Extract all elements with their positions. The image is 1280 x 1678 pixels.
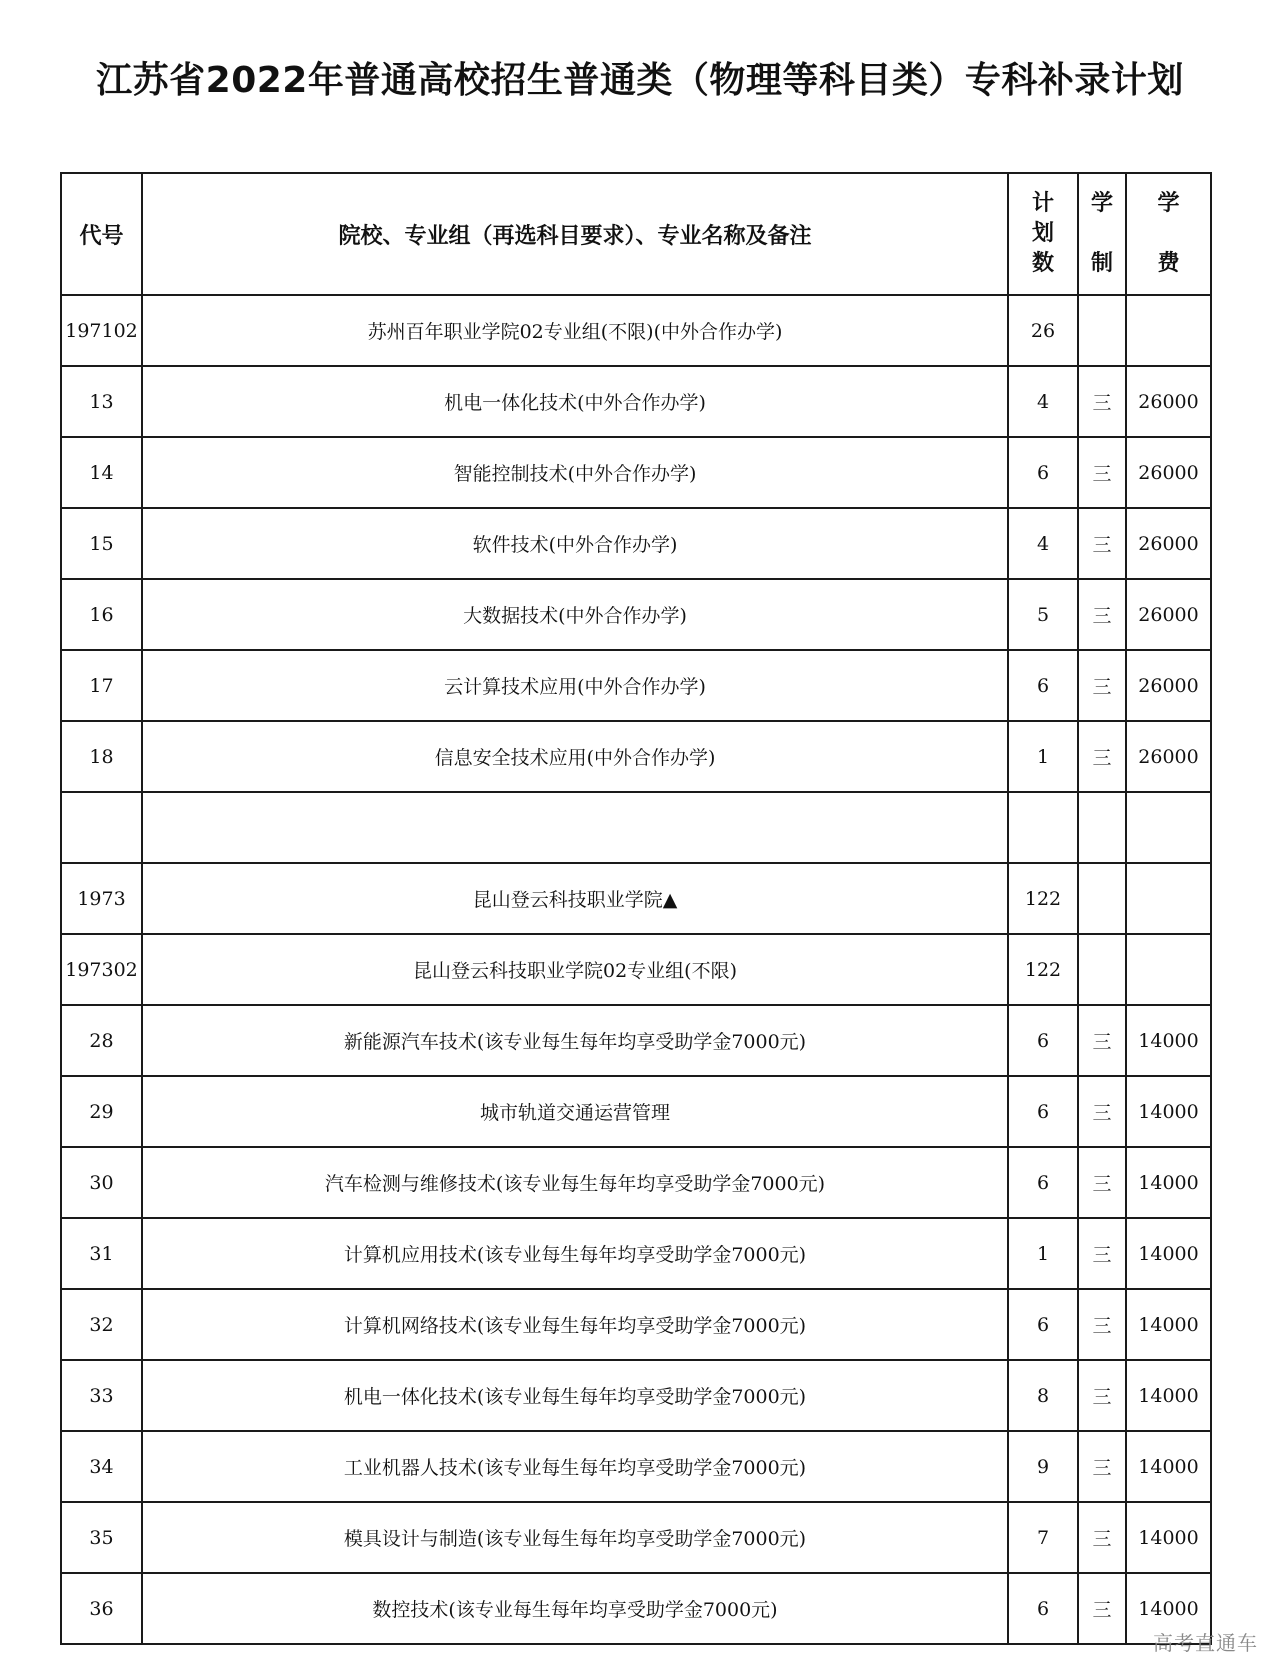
cell-fee: 26000 <box>1126 437 1211 508</box>
header-name: 院校、专业组（再选科目要求）、专业名称及备注 <box>142 173 1008 295</box>
cell-code: 31 <box>61 1218 142 1289</box>
table-row <box>61 1431 1211 1502</box>
table-row <box>61 650 1211 721</box>
table-header <box>61 173 1211 295</box>
cell-name: 信息安全技术应用(中外合作办学) <box>142 721 1008 792</box>
table-row <box>61 508 1211 579</box>
cell-years <box>1078 792 1126 863</box>
table-row <box>61 295 1211 366</box>
cell-plan: 6 <box>1008 650 1078 721</box>
cell-fee: 14000 <box>1126 1360 1211 1431</box>
table-row <box>61 1005 1211 1076</box>
page-title: 江苏省2022年普通高校招生普通类（物理等科目类）专科补录计划 <box>96 60 1184 101</box>
cell-fee: 26000 <box>1126 650 1211 721</box>
cell-code: 13 <box>61 366 142 437</box>
cell-years: 三 <box>1078 579 1126 650</box>
table-row <box>61 1076 1211 1147</box>
cell-name: 新能源汽车技术(该专业每生每年均享受助学金7000元) <box>142 1005 1008 1076</box>
cell-name <box>142 792 1008 863</box>
cell-fee: 14000 <box>1126 1431 1211 1502</box>
cell-years: 三 <box>1078 1502 1126 1573</box>
cell-plan: 122 <box>1008 863 1078 934</box>
cell-code <box>61 792 142 863</box>
cell-years: 三 <box>1078 1076 1126 1147</box>
cell-name: 模具设计与制造(该专业每生每年均享受助学金7000元) <box>142 1502 1008 1573</box>
cell-years: 三 <box>1078 1218 1126 1289</box>
cell-years <box>1078 934 1126 1005</box>
table-row <box>61 1502 1211 1573</box>
cell-code: 29 <box>61 1076 142 1147</box>
cell-years <box>1078 295 1126 366</box>
table-body <box>61 295 1211 1644</box>
cell-fee: 14000 <box>1126 1005 1211 1076</box>
cell-plan: 26 <box>1008 295 1078 366</box>
cell-plan: 7 <box>1008 1502 1078 1573</box>
cell-fee: 14000 <box>1126 1573 1211 1644</box>
cell-fee <box>1126 295 1211 366</box>
header-plan <box>1008 173 1078 295</box>
cell-plan <box>1008 792 1078 863</box>
cell-name: 苏州百年职业学院02专业组(不限)(中外合作办学) <box>142 295 1008 366</box>
cell-code: 36 <box>61 1573 142 1644</box>
cell-code: 197302 <box>61 934 142 1005</box>
watermark: 高考直通车 <box>1153 1631 1258 1655</box>
cell-fee <box>1126 792 1211 863</box>
cell-name: 计算机应用技术(该专业每生每年均享受助学金7000元) <box>142 1218 1008 1289</box>
cell-years: 三 <box>1078 1005 1126 1076</box>
cell-plan: 1 <box>1008 721 1078 792</box>
cell-code: 15 <box>61 508 142 579</box>
cell-fee: 14000 <box>1126 1218 1211 1289</box>
cell-name: 城市轨道交通运营管理 <box>142 1076 1008 1147</box>
cell-fee: 14000 <box>1126 1076 1211 1147</box>
table-row <box>61 721 1211 792</box>
cell-name: 汽车检测与维修技术(该专业每生每年均享受助学金7000元) <box>142 1147 1008 1218</box>
cell-code: 28 <box>61 1005 142 1076</box>
header-code: 代号 <box>61 173 142 295</box>
cell-plan: 6 <box>1008 1289 1078 1360</box>
table-row <box>61 863 1211 934</box>
cell-name: 昆山登云科技职业学院02专业组(不限) <box>142 934 1008 1005</box>
cell-code: 30 <box>61 1147 142 1218</box>
cell-code: 33 <box>61 1360 142 1431</box>
header-fee-label: 学费 <box>1157 191 1180 276</box>
cell-years: 三 <box>1078 1573 1126 1644</box>
cell-plan: 4 <box>1008 508 1078 579</box>
cell-name: 昆山登云科技职业学院▲ <box>142 863 1008 934</box>
cell-code: 17 <box>61 650 142 721</box>
cell-code: 16 <box>61 579 142 650</box>
cell-plan: 4 <box>1008 366 1078 437</box>
table-row <box>61 792 1211 863</box>
header-years <box>1078 173 1126 295</box>
table-row <box>61 934 1211 1005</box>
cell-code: 35 <box>61 1502 142 1573</box>
cell-plan: 5 <box>1008 579 1078 650</box>
cell-plan: 9 <box>1008 1431 1078 1502</box>
cell-years: 三 <box>1078 366 1126 437</box>
cell-fee: 14000 <box>1126 1147 1211 1218</box>
cell-years: 三 <box>1078 721 1126 792</box>
table-row <box>61 1289 1211 1360</box>
cell-plan: 122 <box>1008 934 1078 1005</box>
cell-years: 三 <box>1078 437 1126 508</box>
header-fee <box>1126 173 1211 295</box>
table-row <box>61 1573 1211 1644</box>
table-row <box>61 1147 1211 1218</box>
header-row <box>61 173 1211 295</box>
cell-plan: 8 <box>1008 1360 1078 1431</box>
cell-fee: 26000 <box>1126 579 1211 650</box>
cell-name: 机电一体化技术(该专业每生每年均享受助学金7000元) <box>142 1360 1008 1431</box>
cell-years <box>1078 863 1126 934</box>
cell-fee: 14000 <box>1126 1502 1211 1573</box>
cell-fee: 26000 <box>1126 508 1211 579</box>
cell-name: 机电一体化技术(中外合作办学) <box>142 366 1008 437</box>
cell-years: 三 <box>1078 1360 1126 1431</box>
table-row <box>61 1218 1211 1289</box>
cell-code: 14 <box>61 437 142 508</box>
cell-plan: 1 <box>1008 1218 1078 1289</box>
cell-code: 1973 <box>61 863 142 934</box>
table-row <box>61 366 1211 437</box>
cell-fee: 14000 <box>1126 1289 1211 1360</box>
cell-code: 34 <box>61 1431 142 1502</box>
cell-years: 三 <box>1078 650 1126 721</box>
cell-code: 18 <box>61 721 142 792</box>
cell-plan: 6 <box>1008 1005 1078 1076</box>
cell-name: 智能控制技术(中外合作办学) <box>142 437 1008 508</box>
cell-plan: 6 <box>1008 437 1078 508</box>
cell-name: 云计算技术应用(中外合作办学) <box>142 650 1008 721</box>
cell-name: 大数据技术(中外合作办学) <box>142 579 1008 650</box>
cell-name: 软件技术(中外合作办学) <box>142 508 1008 579</box>
cell-fee <box>1126 863 1211 934</box>
cell-fee: 26000 <box>1126 366 1211 437</box>
admission-plan-table <box>60 172 1212 1645</box>
cell-code: 197102 <box>61 295 142 366</box>
cell-years: 三 <box>1078 1147 1126 1218</box>
table-row <box>61 437 1211 508</box>
table-row <box>61 1360 1211 1431</box>
cell-code: 32 <box>61 1289 142 1360</box>
cell-years: 三 <box>1078 508 1126 579</box>
table-row <box>61 579 1211 650</box>
header-years-label: 学制 <box>1090 191 1113 276</box>
cell-fee: 26000 <box>1126 721 1211 792</box>
cell-plan: 6 <box>1008 1076 1078 1147</box>
cell-plan: 6 <box>1008 1147 1078 1218</box>
header-plan-label: 计划数 <box>1031 191 1054 276</box>
cell-years: 三 <box>1078 1431 1126 1502</box>
cell-years: 三 <box>1078 1289 1126 1360</box>
cell-plan: 6 <box>1008 1573 1078 1644</box>
cell-fee <box>1126 934 1211 1005</box>
cell-name: 数控技术(该专业每生每年均享受助学金7000元) <box>142 1573 1008 1644</box>
cell-name: 计算机网络技术(该专业每生每年均享受助学金7000元) <box>142 1289 1008 1360</box>
cell-name: 工业机器人技术(该专业每生每年均享受助学金7000元) <box>142 1431 1008 1502</box>
